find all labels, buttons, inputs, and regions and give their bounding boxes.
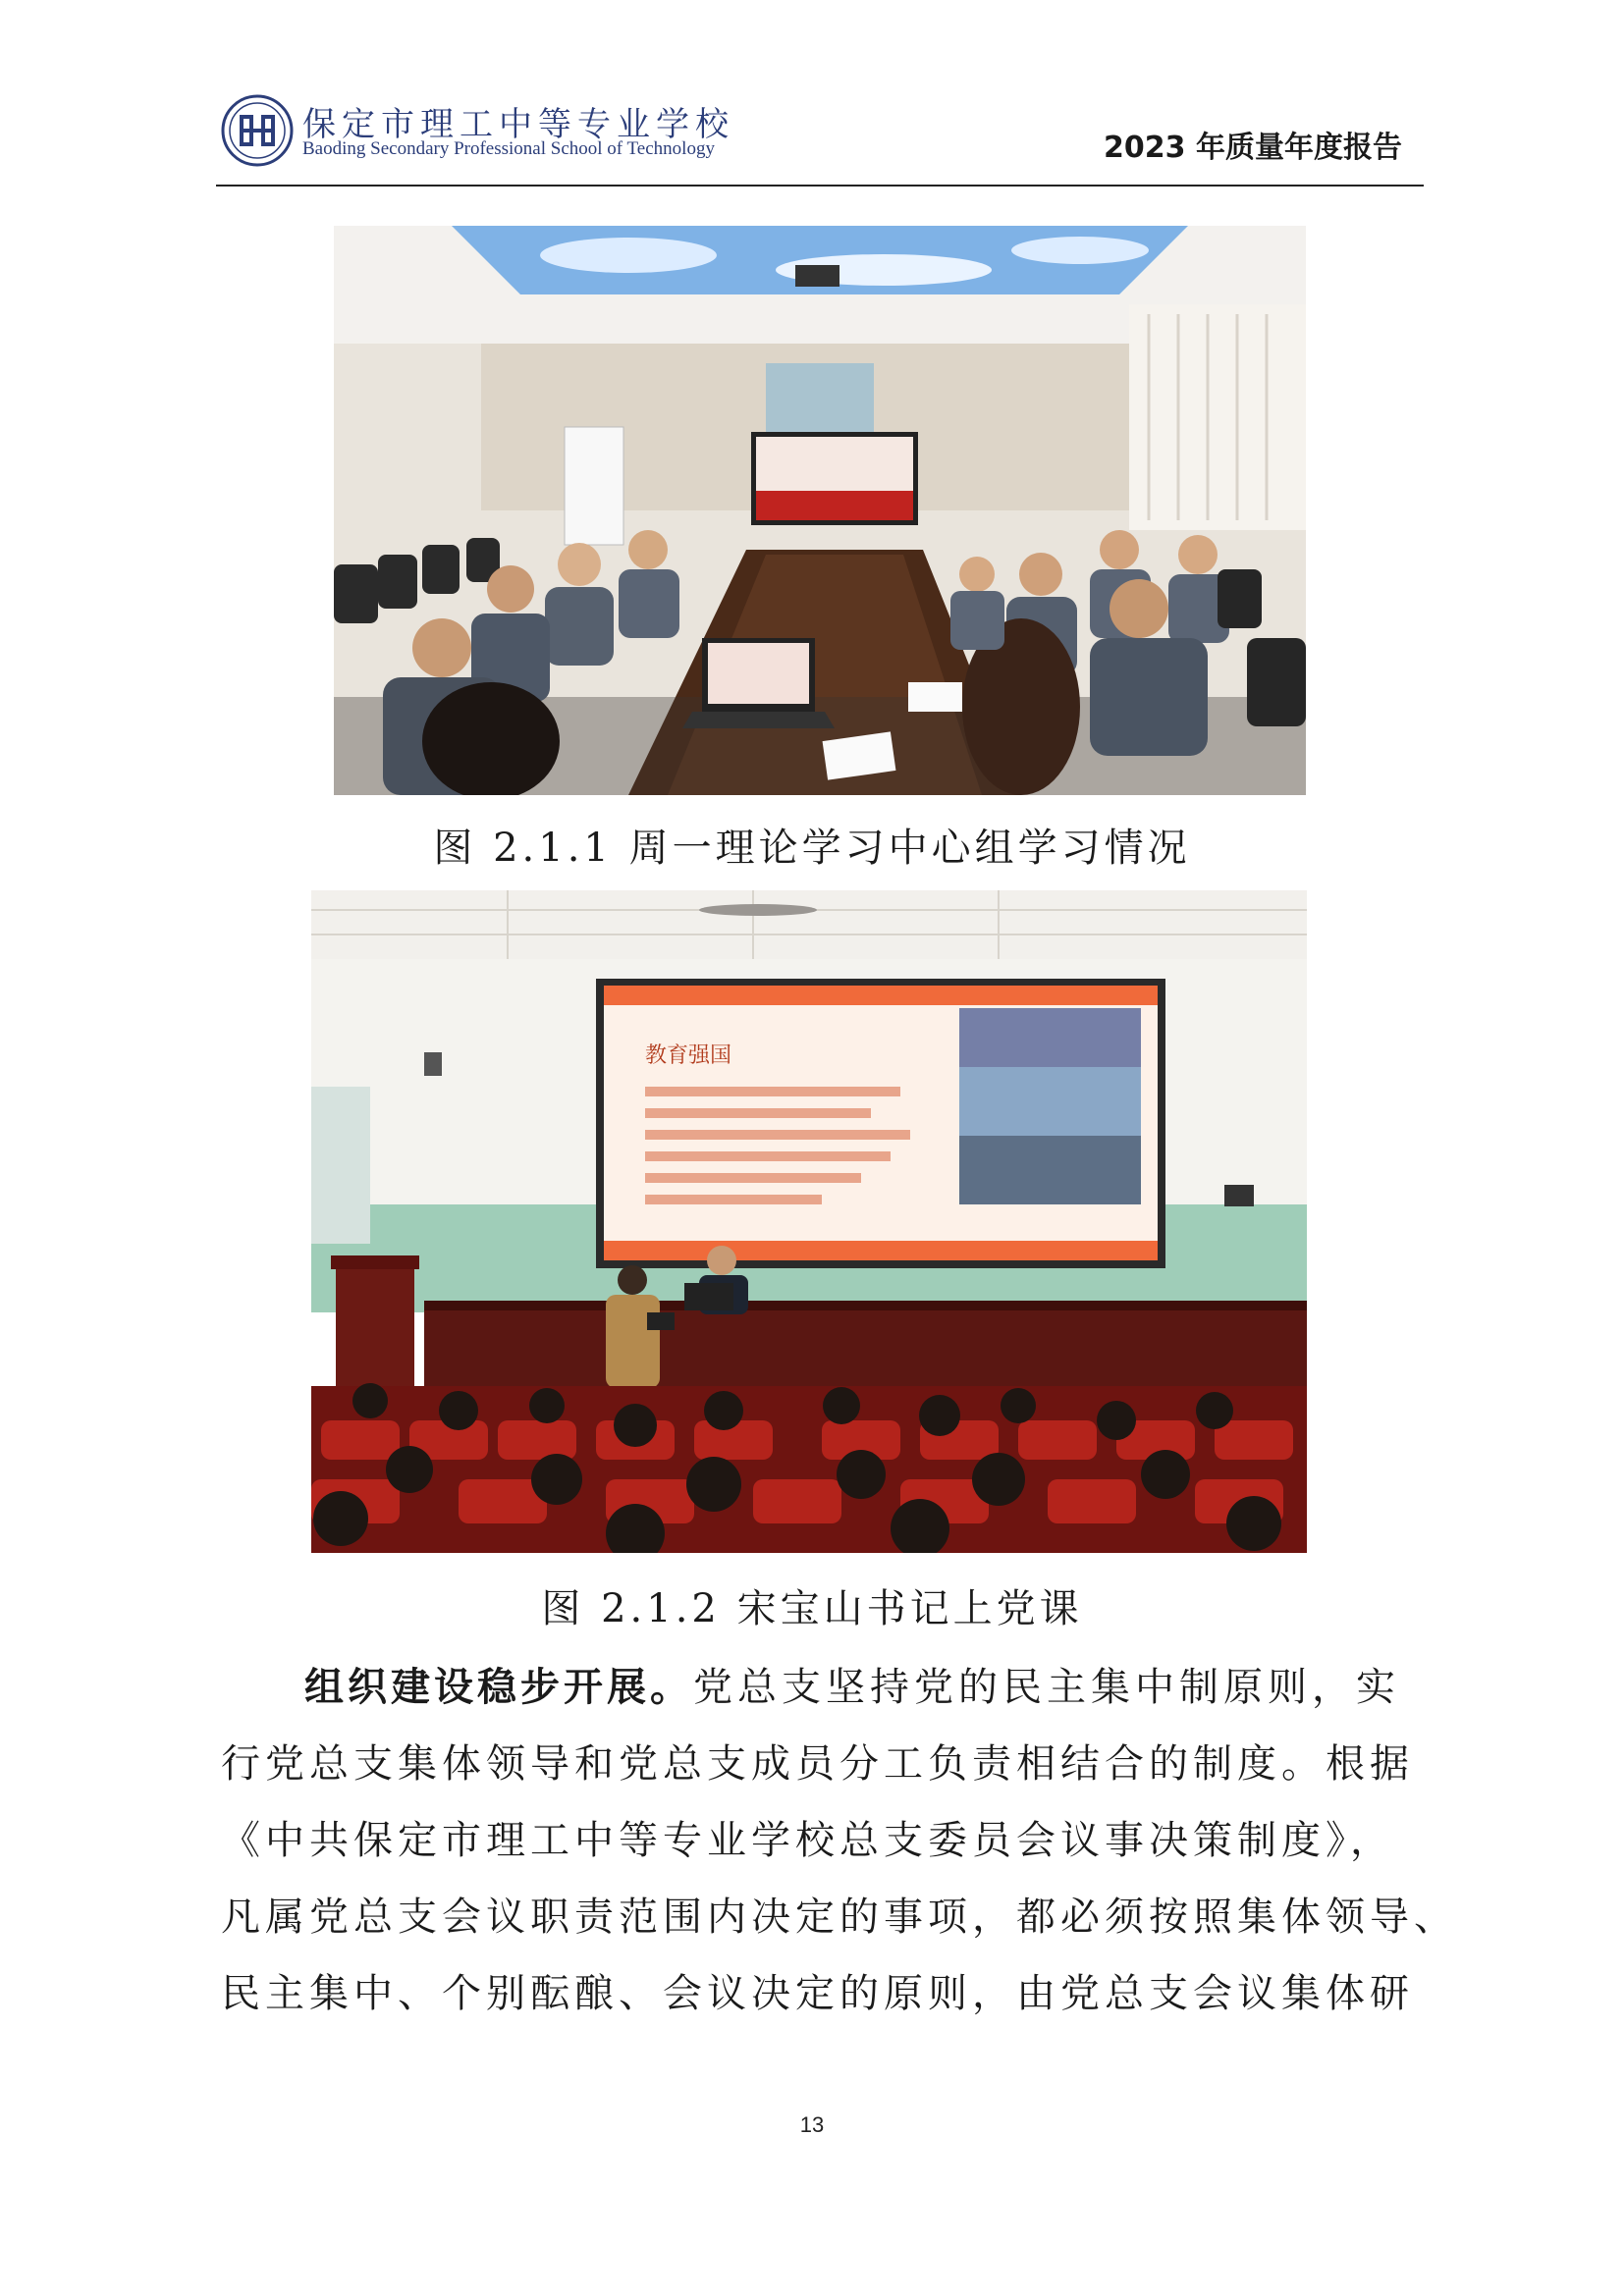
page-header xyxy=(216,93,1424,187)
figure-photo-meeting xyxy=(334,226,1306,795)
header-divider xyxy=(216,185,1424,187)
paragraph-line-1-text: 党总支坚持党的民主集中制原则，实 xyxy=(693,1665,1400,1710)
paragraph-line-5: 民主集中、个别酝酿、会议决定的原则，由党总支会议集体研 xyxy=(221,1971,1414,2016)
paragraph-line-4: 凡属党总支会议职责范围内决定的事项，都必须按照集体领导、 xyxy=(221,1895,1458,1940)
school-logo-icon xyxy=(220,93,295,168)
report-title: 2023 年质量年度报告 xyxy=(1104,131,1402,165)
figure-caption-1: 图 2.1.1 周一理论学习中心组学习情况 xyxy=(433,826,1191,871)
paragraph-line-1 xyxy=(221,1649,1409,1726)
body-paragraph xyxy=(221,1649,1458,2032)
paragraph-line-3: 《中共保定市理工中等专业学校总支委员会议事决策制度》， xyxy=(221,1818,1394,1863)
paragraph-lead: 组织建设稳步开展。 xyxy=(304,1665,693,1710)
paragraph-line-2: 行党总支集体领导和党总支成员分工负责相结合的制度。根据 xyxy=(221,1741,1414,1787)
figure-photo-lecture xyxy=(311,890,1307,1553)
school-name-cn: 保定市理工中等专业学校 xyxy=(302,105,734,144)
school-name-en: Baoding Secondary Professional School of Technology xyxy=(302,138,715,159)
figure-caption-2: 图 2.1.2 宋宝山书记上党课 xyxy=(541,1586,1083,1631)
slide-title: 教育强国 xyxy=(645,1043,732,1068)
page-number: 13 xyxy=(799,2112,825,2137)
